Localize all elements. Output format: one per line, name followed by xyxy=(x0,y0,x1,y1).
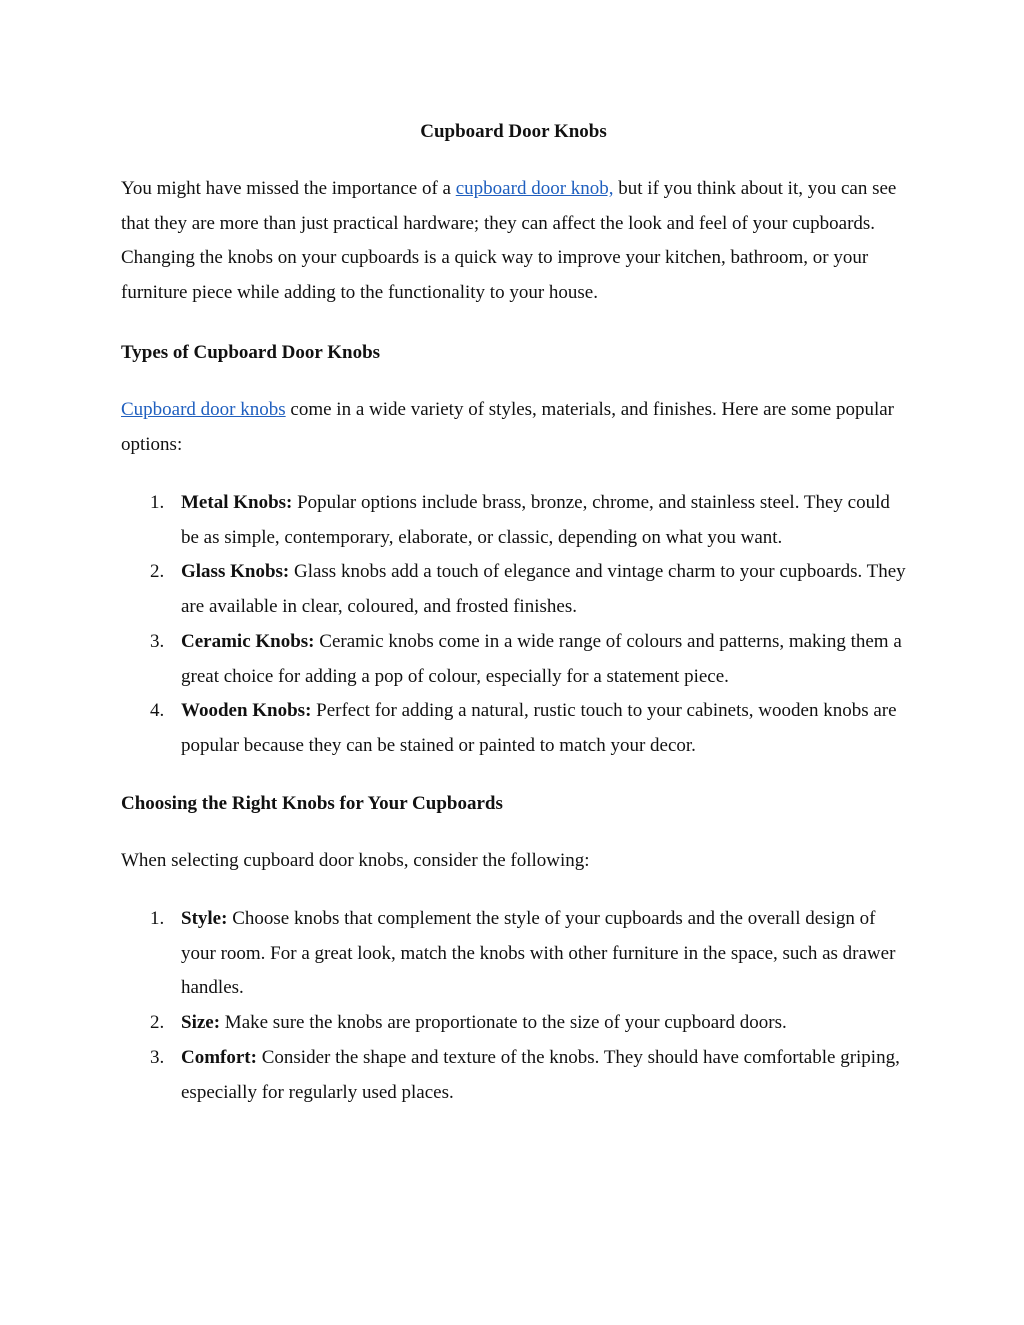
list-item-text: Popular options include brass, bronze, chrome, and stainless steel. They could be as simple, contemporary, elaborate, or classic, depending on what you want. xyxy=(181,492,890,548)
choosing-intro-paragraph: When selecting cupboard door knobs, consider the following: xyxy=(121,850,590,871)
intro-text-after-link: but if you think about it, you can see that they are more than just practical hardware; they can affect the look and feel of your cupboards. Changing the knobs on your cupboards is a quick way to improve your kitchen, bathroom, or your furniture piece while adding to the functionality to your house. xyxy=(121,178,897,304)
list-item xyxy=(121,1041,911,1110)
choosing-heading: Choosing the Right Knobs for Your Cupboards xyxy=(121,793,503,814)
list-number: 3. xyxy=(150,630,165,652)
list-number: 1. xyxy=(150,908,165,929)
intro-paragraph xyxy=(121,172,911,311)
list-item-term: Comfort: xyxy=(181,1046,257,1068)
list-item-term: Metal Knobs: xyxy=(181,492,293,513)
cupboard-door-knob-link[interactable]: cupboard door knob, xyxy=(455,178,614,199)
list-number: 3. xyxy=(150,1046,165,1068)
types-intro-text: come in a wide variety of styles, materials, and finishes. Here are some popular options: xyxy=(121,399,894,455)
list-number: 4. xyxy=(150,700,165,722)
list-item-text: Ceramic knobs come in a wide range of colours and patterns, making them a great choice for adding a pop of colour, especially for a statement piece. xyxy=(181,630,902,687)
list-item xyxy=(121,486,911,555)
list-item-term: Glass Knobs: xyxy=(181,561,290,583)
list-item-term: Wooden Knobs: xyxy=(181,700,312,722)
list-item xyxy=(121,694,911,763)
cupboard-door-knobs-link[interactable]: Cupboard door knobs xyxy=(121,399,286,420)
list-item xyxy=(121,555,911,624)
document-title: Cupboard Door Knobs xyxy=(420,121,607,142)
list-number: 1. xyxy=(150,492,165,513)
list-number: 2. xyxy=(150,561,165,583)
intro-text-before-link: You might have missed the importance of a xyxy=(121,178,456,199)
list-item-text: Glass knobs add a touch of elegance and vintage charm to your cupboards. They are available in clear, coloured, and frosted finishes. xyxy=(181,561,906,618)
list-item-term: Size: xyxy=(181,1012,221,1034)
list-item xyxy=(121,625,911,694)
list-number: 2. xyxy=(150,1012,165,1034)
list-item-text: Perfect for adding a natural, rustic touch to your cabinets, wooden knobs are popular because they can be stained or painted to match your decor. xyxy=(181,700,897,756)
list-item-text: Make sure the knobs are proportionate to the size of your cupboard doors. xyxy=(220,1012,787,1034)
types-list xyxy=(121,486,911,764)
list-item-text: Consider the shape and texture of the knobs. They should have comfortable griping, especially for regularly used places. xyxy=(181,1046,900,1103)
list-item-term: Style: xyxy=(181,908,228,929)
list-item xyxy=(121,902,911,1006)
types-intro-paragraph xyxy=(121,393,911,462)
choosing-list xyxy=(121,902,911,1110)
list-item xyxy=(121,1006,911,1041)
list-item-term: Ceramic Knobs: xyxy=(181,630,315,652)
types-heading: Types of Cupboard Door Knobs xyxy=(121,342,381,363)
list-item-text: Choose knobs that complement the style of your cupboards and the overall design of your room. For a great look, match the knobs with other furniture in the space, such as drawer handles. xyxy=(181,908,896,999)
